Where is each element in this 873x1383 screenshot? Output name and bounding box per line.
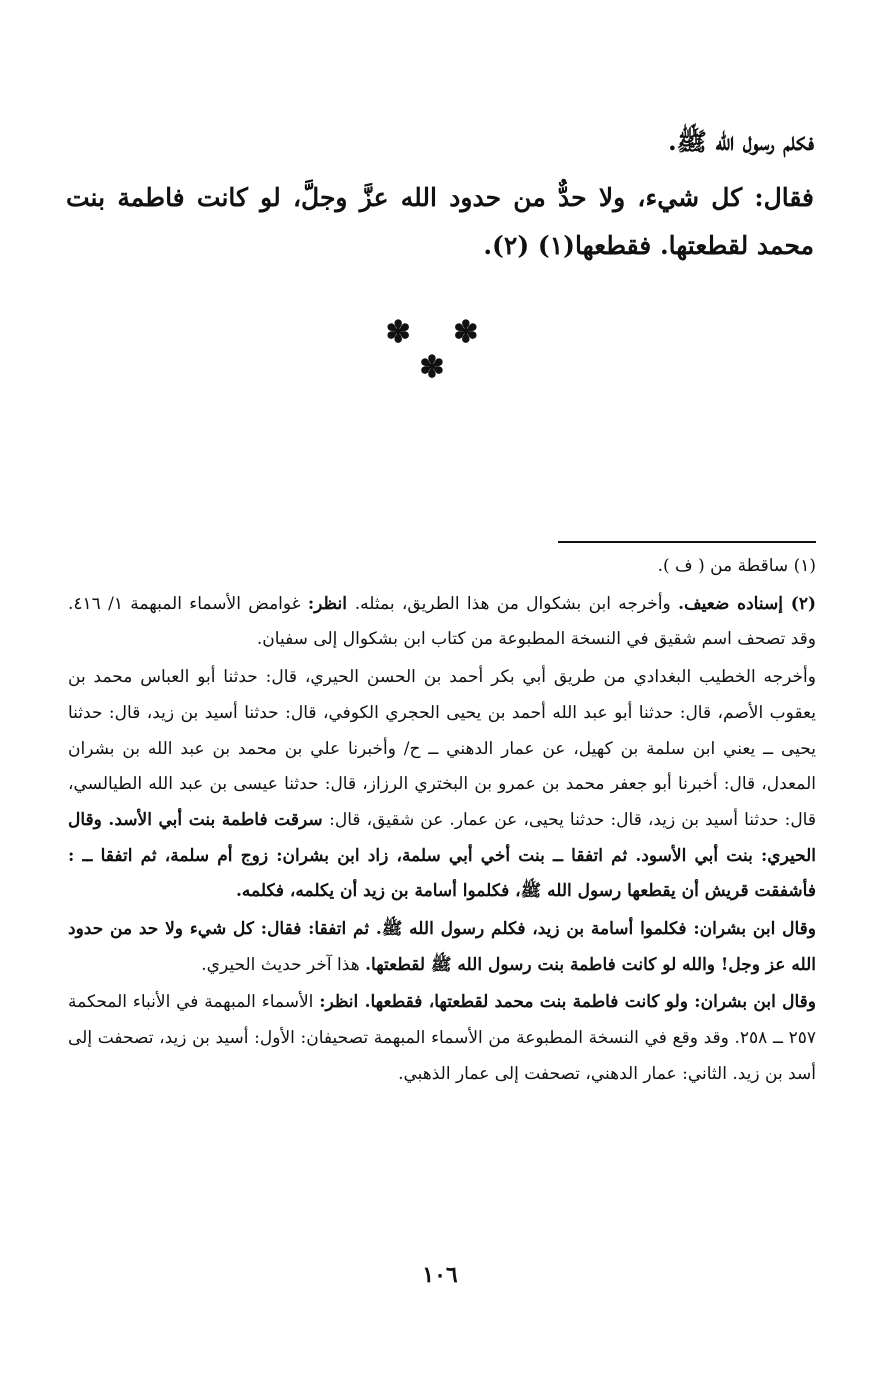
footnote-2 bbox=[68, 587, 816, 658]
para-5-lead: وقال ابن بشران: ولو كانت فاطمة بنت محمد لقطعتها، فقطعها. انظر: bbox=[319, 992, 816, 1013]
main-line-1: فكلم رسول الله ﷺ. bbox=[667, 127, 814, 156]
para-3-bold: سرقت فاطمة بنت أبي الأسد. وقال الحيري: بنت أبي الأسود. ثم اتفقا ــ بنت أخي أبي سلمة، زاد ابن بشران: زوج أم سلمة، ثم اتفقا ــ : فأشفقت قريش أن يقطعها رسول الله ﷺ، فكلموا أسامة بن زيد أن يكلمه، فكلمه. bbox=[68, 809, 816, 902]
main-paragraph-2: فقال: كل شيء، ولا حدٌّ من حدود الله عزَّ وجلَّ، لو كانت فاطمة بنت محمد لقطعتها. فقطعها(١) (٢). bbox=[66, 183, 814, 260]
footnote-1-text: (١) ساقطة من ( ف ). bbox=[657, 556, 816, 576]
footnote-2-para-4 bbox=[68, 912, 816, 983]
para-4-bold: فكلموا أسامة بن زيد، فكلم رسول الله ﷺ. ثم اتفقا: فقال: كل شيء ولا حد من حدود الله عز وجل! والله لو كانت فاطمة بنت رسول الله ﷺ لقطعتها. bbox=[68, 919, 816, 975]
footnote-2-text: وأخرجه ابن بشكوال من هذا الطريق، بمثله. bbox=[354, 593, 679, 614]
page-number: ١٠٦ bbox=[422, 1262, 458, 1288]
footnote-2-text-2: غوامض الأسماء المبهمة ١/ ٤١٦. وقد تصحف اسم شقيق في النسخة المطبوعة من كتاب ابن بشكوال إلى سفيان. bbox=[68, 593, 816, 650]
footnote-2-lead: (٢) إسناده ضعيف. bbox=[678, 593, 816, 614]
footnotes bbox=[68, 549, 816, 1093]
footnote-2-lead-2: انظر: bbox=[307, 593, 355, 614]
para-4-lead: وقال ابن بشران: bbox=[693, 919, 816, 940]
para-3-text: وأخرجه الخطيب البغدادي من طريق أبي بكر أحمد بن الحسن الحيري، قال: حدثنا أبو العباس محمد بن يعقوب الأصم، قال: حدثنا أبو عبد الله أحمد بن يحيى الحجري الكوفي، قال: حدثنا أسيد بن زيد، قال: حدثنا يحيى ــ يعني ابن سلمة بن كهيل، عن عمار الدهني ــ ح/ وأخبرنا علي بن محمد بن عبد الله بن بشران المعدل، قال: أخبرنا أبو جعفر محمد بن عمرو بن البختري الرزاز، قال: حدثنا عيسى بن عبد الله الطيالسي، قال: حدثنا أسيد بن زيد، قال: حدثنا يحيى، عن عمار. عن شقيق، قال: bbox=[68, 667, 816, 830]
para-5-text: الأسماء المبهمة في الأنباء المحكمة ٢٥٧ ــ ٢٥٨. وقد وقع في النسخة المطبوعة من الأسماء المبهمة تصحيفان: الأول: أسيد بن زيد، تصحفت إلى أسد بن زيد. الثاني: عمار الدهني، تصحفت إلى عمار الذهبي. bbox=[68, 992, 816, 1084]
footnote-2-para-5 bbox=[68, 985, 816, 1092]
footnote-2-para-3 bbox=[68, 660, 816, 910]
main-text bbox=[66, 118, 814, 270]
para-4-tail: هذا آخر حديث الحيري. bbox=[201, 954, 366, 975]
section-separator-stars: ✽ ✽ ✽ bbox=[385, 315, 495, 385]
footnote-rule bbox=[558, 541, 816, 543]
footnote-1 bbox=[68, 549, 816, 585]
